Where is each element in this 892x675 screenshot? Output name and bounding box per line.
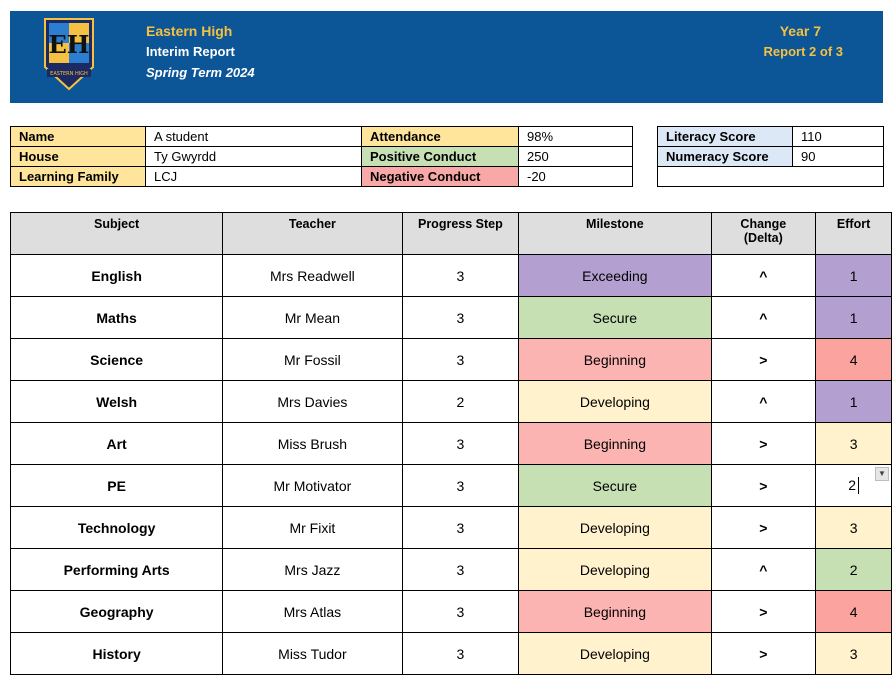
table-row bbox=[11, 255, 892, 297]
attendance-label: Attendance bbox=[362, 127, 519, 147]
progress-cell[interactable]: 3 bbox=[402, 507, 519, 549]
header-banner bbox=[10, 11, 883, 103]
table-row bbox=[11, 549, 892, 591]
change-cell[interactable]: > bbox=[711, 633, 816, 675]
effort-cell[interactable]: 1 bbox=[816, 297, 892, 339]
progress-cell[interactable]: 3 bbox=[402, 297, 519, 339]
effort-cell[interactable]: 1 bbox=[816, 255, 892, 297]
col-change-line1: Change bbox=[740, 217, 787, 231]
progress-cell[interactable]: 2 bbox=[402, 381, 519, 423]
col-effort: Effort bbox=[816, 213, 892, 255]
effort-cell[interactable]: 2 bbox=[816, 549, 892, 591]
milestone-cell[interactable]: Beginning bbox=[519, 423, 711, 465]
progress-cell[interactable]: 3 bbox=[402, 255, 519, 297]
teacher-cell[interactable]: Mrs Jazz bbox=[223, 549, 402, 591]
teacher-cell[interactable]: Mrs Davies bbox=[223, 381, 402, 423]
text-cursor bbox=[858, 477, 859, 494]
attendance-value[interactable]: 98% bbox=[519, 127, 633, 147]
year-group: Year 7 bbox=[779, 23, 821, 39]
change-cell[interactable]: ^ bbox=[711, 549, 816, 591]
milestone-cell[interactable]: Developing bbox=[519, 381, 711, 423]
numeracy-label: Numeracy Score bbox=[658, 147, 793, 167]
report-number: Report 2 of 3 bbox=[763, 44, 843, 59]
col-progress-step: Progress Step bbox=[402, 213, 519, 255]
subject-cell[interactable]: Technology bbox=[11, 507, 223, 549]
progress-cell[interactable]: 3 bbox=[402, 465, 519, 507]
change-cell[interactable]: ^ bbox=[711, 381, 816, 423]
learning-family-value[interactable]: LCJ bbox=[146, 167, 362, 187]
subject-cell[interactable]: English bbox=[11, 255, 223, 297]
teacher-cell[interactable]: Miss Tudor bbox=[223, 633, 402, 675]
info-row bbox=[658, 167, 884, 187]
effort-cell[interactable]: 4 bbox=[816, 339, 892, 381]
crest-monogram: EH bbox=[48, 30, 90, 59]
subject-cell[interactable]: Art bbox=[11, 423, 223, 465]
name-value[interactable]: A student bbox=[146, 127, 362, 147]
change-cell[interactable]: > bbox=[711, 339, 816, 381]
change-cell[interactable]: ^ bbox=[711, 297, 816, 339]
subject-cell[interactable]: History bbox=[11, 633, 223, 675]
milestone-cell[interactable]: Developing bbox=[519, 633, 711, 675]
dropdown-arrow-icon[interactable]: ▼ bbox=[875, 467, 889, 481]
crest-school-name: EASTERN HIGH bbox=[50, 71, 88, 77]
subject-cell[interactable]: Science bbox=[11, 339, 223, 381]
subject-cell[interactable]: Performing Arts bbox=[11, 549, 223, 591]
literacy-label: Literacy Score bbox=[658, 127, 793, 147]
numeracy-value[interactable]: 90 bbox=[793, 147, 884, 167]
table-row bbox=[11, 423, 892, 465]
school-crest-logo bbox=[41, 15, 97, 93]
table-row bbox=[11, 633, 892, 675]
teacher-cell[interactable]: Mrs Readwell bbox=[223, 255, 402, 297]
term-label: Spring Term 2024 bbox=[146, 65, 255, 80]
milestone-cell[interactable]: Secure bbox=[519, 465, 711, 507]
header-row bbox=[11, 213, 892, 255]
teacher-cell[interactable]: Mrs Atlas bbox=[223, 591, 402, 633]
info-row bbox=[11, 167, 633, 187]
change-cell[interactable]: ^ bbox=[711, 255, 816, 297]
milestone-cell[interactable]: Exceeding bbox=[519, 255, 711, 297]
student-info-table bbox=[10, 126, 633, 187]
col-milestone: Milestone bbox=[519, 213, 711, 255]
info-row bbox=[658, 127, 884, 147]
col-change-line2: (Delta) bbox=[743, 231, 783, 245]
table-row bbox=[11, 381, 892, 423]
school-name: Eastern High bbox=[146, 23, 233, 39]
positive-conduct-value[interactable]: 250 bbox=[519, 147, 633, 167]
effort-cell[interactable]: 4 bbox=[816, 591, 892, 633]
subject-cell[interactable]: Geography bbox=[11, 591, 223, 633]
empty-cell[interactable] bbox=[658, 167, 884, 187]
positive-conduct-label: Positive Conduct bbox=[362, 147, 519, 167]
teacher-cell[interactable]: Miss Brush bbox=[223, 423, 402, 465]
progress-cell[interactable]: 3 bbox=[402, 633, 519, 675]
report-title: Interim Report bbox=[146, 44, 235, 59]
col-change bbox=[711, 213, 816, 255]
effort-cell[interactable]: 1 bbox=[816, 381, 892, 423]
col-teacher: Teacher bbox=[223, 213, 402, 255]
effort-cell[interactable]: 3 bbox=[816, 633, 892, 675]
house-label: House bbox=[11, 147, 146, 167]
milestone-cell[interactable]: Secure bbox=[519, 297, 711, 339]
negative-conduct-label: Negative Conduct bbox=[362, 167, 519, 187]
table-row bbox=[11, 297, 892, 339]
info-row bbox=[658, 147, 884, 167]
scores-table bbox=[657, 126, 884, 187]
milestone-cell[interactable]: Beginning bbox=[519, 339, 711, 381]
progress-cell[interactable]: 3 bbox=[402, 591, 519, 633]
teacher-cell[interactable]: Mr Fixit bbox=[223, 507, 402, 549]
effort-cell[interactable]: 3 bbox=[816, 507, 892, 549]
table-row bbox=[11, 339, 892, 381]
change-cell[interactable]: > bbox=[711, 507, 816, 549]
teacher-cell[interactable]: Mr Mean bbox=[223, 297, 402, 339]
house-value[interactable]: Ty Gwyrdd bbox=[146, 147, 362, 167]
change-cell[interactable]: > bbox=[711, 591, 816, 633]
effort-value[interactable]: 2 bbox=[848, 476, 856, 493]
subject-cell[interactable]: Maths bbox=[11, 297, 223, 339]
negative-conduct-value[interactable]: -20 bbox=[519, 167, 633, 187]
teacher-cell[interactable]: Mr Fossil bbox=[223, 339, 402, 381]
info-row bbox=[11, 147, 633, 167]
progress-cell[interactable]: 3 bbox=[402, 549, 519, 591]
progress-cell[interactable]: 3 bbox=[402, 423, 519, 465]
progress-cell[interactable]: 3 bbox=[402, 339, 519, 381]
subject-cell[interactable]: Welsh bbox=[11, 381, 223, 423]
milestone-cell[interactable]: Beginning bbox=[519, 591, 711, 633]
subject-cell[interactable]: PE bbox=[11, 465, 223, 507]
teacher-cell[interactable]: Mr Motivator bbox=[223, 465, 402, 507]
table-row bbox=[11, 591, 892, 633]
subject-grades-table bbox=[10, 212, 892, 675]
info-row bbox=[11, 127, 633, 147]
table-row bbox=[11, 507, 892, 549]
milestone-cell[interactable]: Developing bbox=[519, 549, 711, 591]
table-row bbox=[11, 465, 892, 507]
name-label: Name bbox=[11, 127, 146, 147]
change-cell[interactable]: > bbox=[711, 423, 816, 465]
change-cell[interactable]: > bbox=[711, 465, 816, 507]
milestone-cell[interactable]: Developing bbox=[519, 507, 711, 549]
effort-cell-editing[interactable] bbox=[816, 465, 892, 507]
learning-family-label: Learning Family bbox=[11, 167, 146, 187]
literacy-value[interactable]: 110 bbox=[793, 127, 884, 147]
col-subject: Subject bbox=[11, 213, 223, 255]
effort-cell[interactable]: 3 bbox=[816, 423, 892, 465]
